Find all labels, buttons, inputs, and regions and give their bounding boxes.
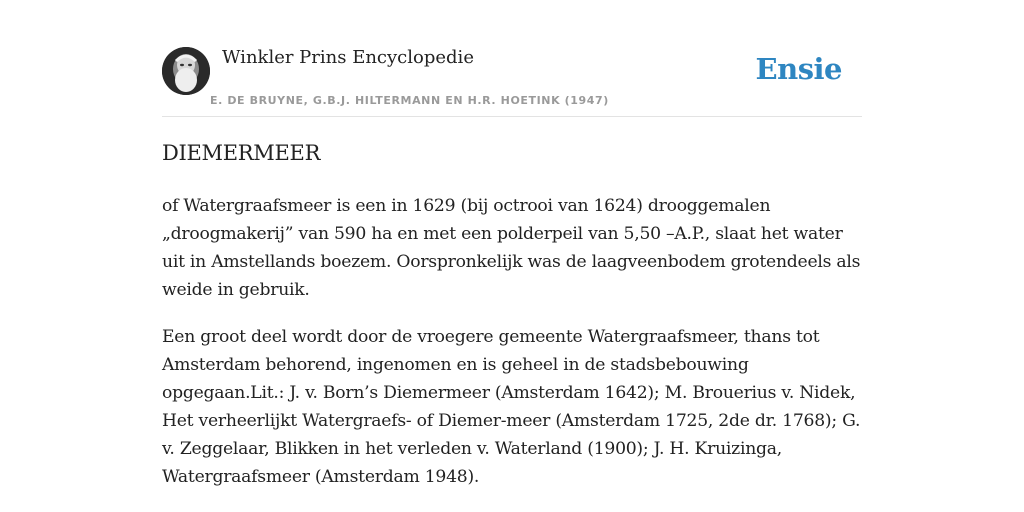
entry-paragraph-2: Een groot deel wordt door de vroegere gemeente Watergraafsmeer, thans tot Amsterdam behorend, ingenomen en is geheel in de stadsbebouwing opgegaan.Lit.: J. v. Born’s Diemermeer (Amsterdam 1642); M. Brouerius v. Nidek, Het verheerlijkt Watergraefs- of Diemer-meer (Amsterdam 1725, 2de dr. 1768); G. v. Zeggelaar, Blikken in het verleden v. Waterland (1900); J. H. Kruizinga, Watergraafsmeer (Amsterdam 1948). <box>162 327 861 487</box>
author-portrait-avatar <box>162 47 210 95</box>
book-title[interactable]: Winkler Prins Encyclopedie <box>222 47 474 68</box>
author-portrait-icon <box>162 47 210 95</box>
entry-title: DIEMERMEER <box>162 141 321 165</box>
authors-line: E. DE BRUYNE, G.B.J. HILTERMANN EN H.R. HOETINK (1947) <box>210 94 609 107</box>
entry-paragraph-1: of Watergraafsmeer is een in 1629 (bij octrooi van 1624) drooggemalen „droogmakerij” van 590 ha en met een polderpeil van 5,50 –A.P., slaat het water uit in Amstellands boezem. Oorspronkelijk was de laagveenbodem grotendeels als weide in gebruik. <box>162 196 861 300</box>
ensie-logo[interactable]: Ensie <box>755 52 842 86</box>
header <box>162 44 862 117</box>
